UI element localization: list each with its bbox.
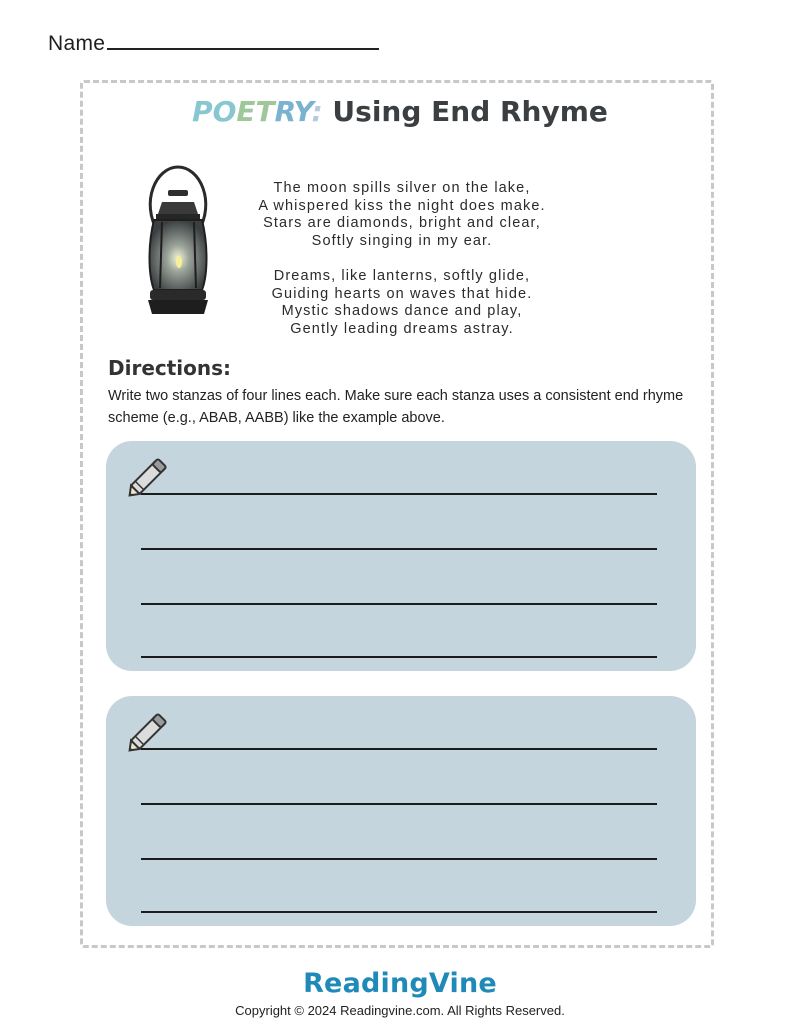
poem-line: Dreams, like lanterns, softly glide, [273,268,531,284]
poem-line: Gently leading dreams astray. [290,320,514,337]
name-label: Name [48,32,106,55]
writing-line[interactable] [141,858,657,860]
poem-line: Guiding hearts on waves that hide. [271,285,533,302]
name-underline[interactable] [107,30,379,50]
poem-line: The moon spills silver on the lake, [273,180,531,196]
pencil-icon [120,449,176,505]
pencil-icon [120,704,176,760]
writing-line[interactable] [141,548,657,550]
poem-stanza-2 [200,268,604,338]
poem-line: Stars are diamonds, bright and clear, [263,215,541,231]
poem [200,180,604,356]
writing-line[interactable] [141,803,657,805]
writing-line[interactable] [141,493,657,495]
directions-text: Write two stanzas of four lines each. Make sure each stanza uses a consistent end rhyme scheme (e.g., ABAB, AABB) like the example above. [108,388,684,426]
title-part-1: PO [192,95,237,128]
title-part-4: : [311,95,323,128]
writing-box-2 [106,696,696,926]
title-rest: Using End Rhyme [322,95,608,128]
poem-stanza-1 [200,180,604,250]
writing-line[interactable] [141,603,657,605]
title-part-2: ET [236,95,275,128]
copyright-text: Copyright © 2024 Readingvine.com. All Rights Reserved. [235,1003,565,1018]
poem-line: A whispered kiss the night does make. [258,197,546,214]
brand-logo: ReadingVine [303,968,497,999]
name-field[interactable] [48,30,379,56]
writing-line[interactable] [141,748,657,750]
poem-line: Mystic shadows dance and play, [281,303,523,319]
writing-box-1 [106,441,696,671]
title-part-3: RY [274,95,312,128]
poem-line: Softly singing in my ear. [311,232,493,249]
writing-line[interactable] [141,911,657,913]
writing-line[interactable] [141,656,657,658]
worksheet-title [0,95,800,128]
directions-heading: Directions: [108,356,232,380]
